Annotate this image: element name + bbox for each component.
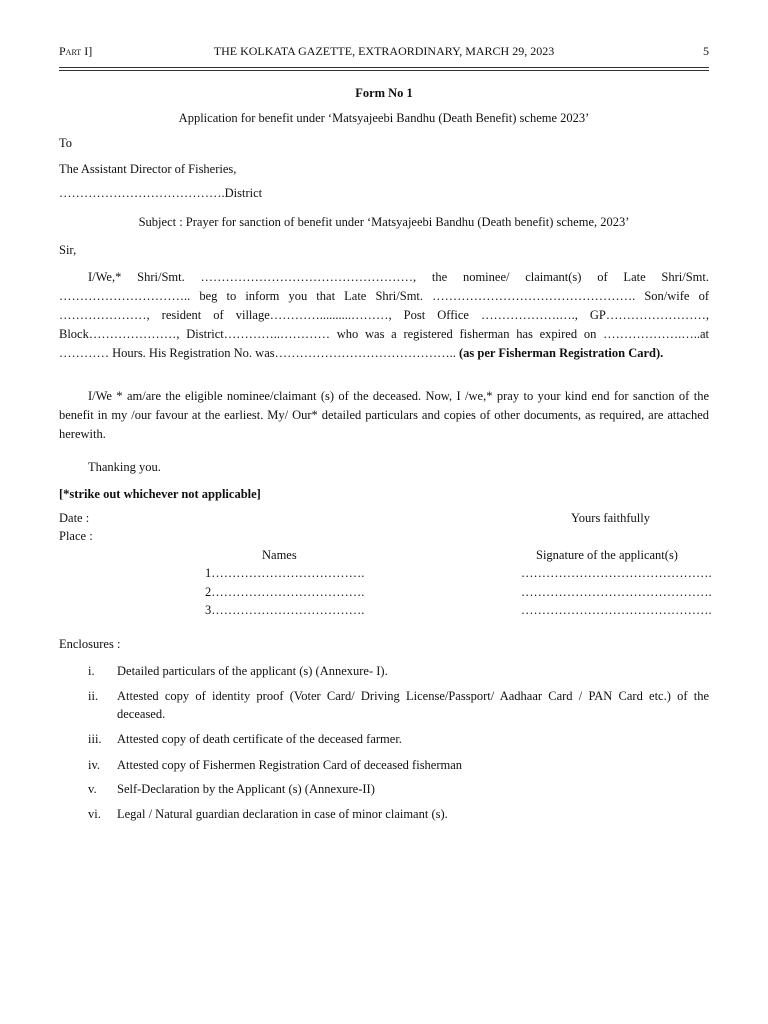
- page-header: [59, 44, 709, 62]
- to-label: To: [59, 136, 73, 150]
- paragraph-request: I/We * am/are the eligible nominee/claimant (s) of the deceased. Now, I /we,* pray to your kind end for sanction of the benefit in my /our favour at the earliest. My/ Our* detailed particulars and copies of other documents, as required, are attached herewith.: [59, 389, 709, 441]
- date-row: [59, 511, 709, 526]
- paragraph-intro-text: I/We,* Shri/Smt. ……………………………………………, the nominee/ claimant(s) of Late Shri/Smt. ………………………….. beg to inform you that Late Shri/Smt. …………………………………………. Son/wife of …………………, resident of village…………..........………, Post Office ……………….…., GP……………………, Block…………………, District…………..………… who was a registered fisherman has expired on ……………….…..at ………… Hours. His Registration No. was……………………………………..: [59, 270, 709, 360]
- district-line: ………………………………….District: [59, 186, 263, 200]
- name-line: 2……………………………….: [205, 585, 365, 599]
- form-subtitle: Application for benefit under ‘Matsyajeebi Bandhu (Death Benefit) scheme 2023’: [178, 111, 590, 125]
- signature-line: ……………………………………….: [521, 603, 712, 617]
- strike-note: [*strike out whichever not applicable]: [59, 487, 261, 501]
- place-label: Place :: [59, 529, 93, 543]
- enclosure-number: i.: [88, 664, 95, 678]
- enclosure-text: Attested copy of death certificate of the deceased farmer.: [117, 732, 402, 746]
- header-rule-bottom: [59, 70, 709, 71]
- part-label: Part I]: [59, 44, 93, 58]
- gazette-title: THE KOLKATA GAZETTE, EXTRAORDINARY, MARCH 29, 2023: [213, 44, 555, 58]
- enclosure-number: iii.: [88, 732, 102, 746]
- signature-line: ……………………………………….: [521, 566, 712, 580]
- thanks-line: Thanking you.: [88, 460, 161, 474]
- paragraph-intro-bold: (as per Fisherman Registration Card).: [459, 346, 664, 360]
- salutation: Sir,: [59, 243, 77, 257]
- enclosure-number: v.: [88, 782, 97, 796]
- enclosure-text: Attested copy of Fishermen Registration Card of deceased fisherman: [117, 758, 463, 772]
- enclosure-text: Legal / Natural guardian declaration in case of minor claimant (s).: [117, 807, 448, 821]
- enclosure-text: Self-Declaration by the Applicant (s) (Annexure-II): [117, 782, 375, 796]
- signature-header: Signature of the applicant(s): [536, 548, 678, 562]
- enclosure-number: vi.: [88, 807, 101, 821]
- date-label: Date :: [59, 511, 90, 525]
- enclosure-text: Attested copy of identity proof (Voter Card/ Driving License/Passport/ Aadhaar Card / PAN Card etc.) of the deceased.: [117, 689, 709, 721]
- enclosure-number: ii.: [88, 689, 99, 703]
- name-line: 1……………………………….: [205, 566, 365, 580]
- header-rule-top: [59, 67, 709, 68]
- addressee: The Assistant Director of Fisheries,: [59, 162, 237, 176]
- subject-line: Subject : Prayer for sanction of benefit under ‘Matsyajeebi Bandhu (Death benefit) scheme, 2023’: [138, 215, 630, 229]
- name-line: 3……………………………….: [205, 603, 365, 617]
- form-title: Form No 1: [355, 86, 413, 100]
- enclosures-label: Enclosures :: [59, 637, 121, 651]
- enclosure-number: iv.: [88, 758, 101, 772]
- yours-faithfully: Yours faithfully: [571, 511, 650, 525]
- paragraph-intro: [59, 268, 709, 363]
- names-header: Names: [262, 548, 297, 562]
- signature-line: ……………………………………….: [521, 585, 712, 599]
- enclosure-text: Detailed particulars of the applicant (s) (Annexure- I).: [117, 664, 388, 678]
- page-number: 5: [703, 44, 709, 58]
